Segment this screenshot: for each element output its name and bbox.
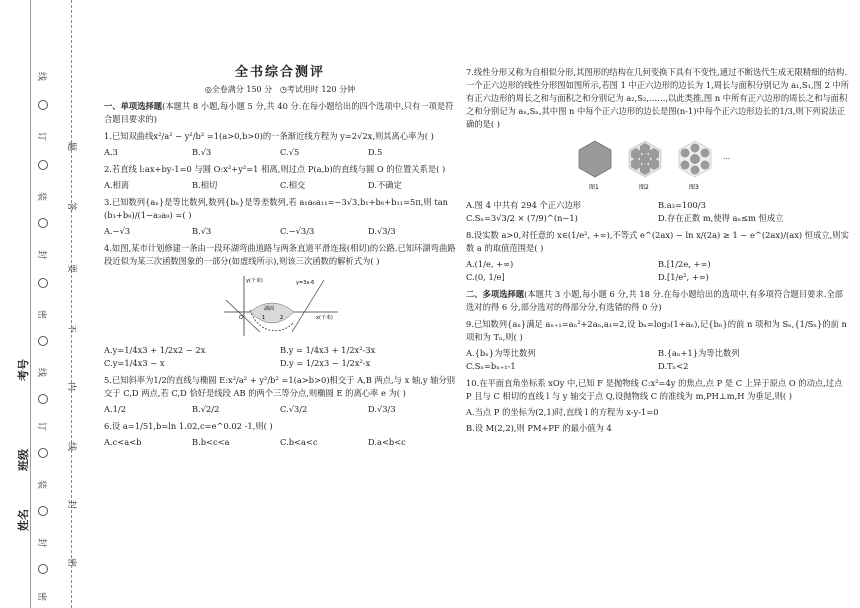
binding-char: 线 — [36, 367, 47, 378]
option: A.c<a<b — [104, 437, 142, 447]
score-icon: ◎ — [204, 85, 212, 94]
notice-char: 要 — [66, 263, 77, 274]
question-stem: 2.若直线 l:ax+by-1=0 与圆 O:x²+y²=1 相离,则过点 P(a,b)的直线与圆 O 的位置关系是( ) — [104, 164, 446, 174]
option: A.图 4 中共有 294 个正六边形 — [466, 200, 581, 210]
option: B.{aₙ+1}为等比数列 — [658, 348, 740, 358]
option: A.当点 P 的坐标为(2,1)时,直线 l 的方程为 x-y-1=0 — [466, 407, 659, 417]
left-page — [104, 0, 456, 449]
binding-hole-icon — [38, 278, 48, 288]
binding-char: 线 — [36, 71, 47, 82]
binding-dashed-line — [71, 0, 73, 608]
notice-char: 线 — [66, 441, 77, 452]
option: B.相切 — [192, 180, 218, 190]
road-lake-figure — [220, 274, 340, 338]
section-desc: (本题共 3 小题,每小题 6 分,共 18 分.在每小题给出的选项中,有多项符合题目要求.全部选对的得 6 分,部分选对的得部分分,有选错的得 0 分) — [466, 289, 843, 312]
question-stem: 9.已知数列{aₙ}满足 aₙ₊₁=aₙ²+2aₙ,a₁=2,设 bₙ=log₃(1+aₙ),记{bₙ}的前 n 项和为 Sₙ,{1/Sₙ}的前 n 项和为 Tₙ,则( ) — [466, 319, 847, 342]
option: B.y = 1/4x3 + 1/2x²-3x — [280, 345, 376, 355]
notice-char: 不 — [66, 323, 77, 334]
notice-char: 内 — [66, 381, 77, 392]
option: D.不确定 — [368, 180, 402, 190]
field-exam-number: 考号 — [17, 359, 30, 381]
option-row — [104, 146, 456, 159]
lake-label: 湖面 — [264, 306, 275, 312]
binding-hole-icon — [38, 448, 48, 458]
total-score: 全卷满分 150 分 — [211, 85, 273, 94]
binding-gutter — [0, 0, 88, 608]
option: D.[1/e², +∞) — [658, 272, 709, 282]
question-stem: 6.设 a=1/51,b=ln 1.02,c=e^0.02 -1,则( ) — [104, 421, 273, 431]
option: D.5 — [368, 147, 383, 157]
page-title: 全书综合测评 — [234, 65, 325, 80]
road-lake-graph — [220, 274, 340, 338]
clock-icon: ◷ — [279, 85, 287, 94]
option: A.{bₙ}为等比数列 — [466, 348, 536, 358]
option: C.(0, 1/e] — [466, 272, 505, 282]
option: C.√5 — [280, 147, 300, 157]
option: A.3 — [104, 147, 118, 157]
exam-meta — [104, 83, 456, 96]
section-title: 二、多项选择题 — [466, 289, 525, 299]
option: C.相交 — [280, 180, 306, 190]
question-stem: 4.如图,某市计划修建一条由一段环湖弯曲道路与两条直道平滑连接(相切)的公路.已知环湖弯曲路段近似为某三次函数图象的一部分(如虚线所示),则该三次函数的解析式为( ) — [104, 243, 456, 266]
question-stem: 3.已知数列{aₙ}是等比数列,数列{bₙ}是等差数列,若 a₁a₆a₁₁=−3√3,b₁+b₆+b₁₁=5π,则 tan (b₃+b₉)/(1−a₃a₉) =( ) — [104, 197, 448, 220]
option-row — [104, 225, 456, 238]
binding-char: 装 — [36, 191, 47, 202]
option: B.√2/2 — [192, 404, 220, 414]
option-row — [104, 403, 456, 416]
x-axis-label: x(千米) — [316, 315, 333, 321]
field-class: 班级 — [17, 449, 30, 471]
question — [104, 163, 456, 192]
option-row — [466, 258, 850, 284]
question-stem: 8.设实数 a>0,对任意的 x∈(1/e², +∞),不等式 e^(2ax) − ln x/(2a) ≥ 1 − e^(2ax)/(ax) 恒成立,则实数 a 的取值范围是( ) — [466, 230, 849, 253]
option: A.−√3 — [104, 226, 131, 236]
binding-char: 订 — [36, 131, 47, 142]
option: A.y=1/4x3 + 1/2x2 − 2x — [104, 345, 206, 355]
figure-caption: 图1 — [589, 184, 599, 191]
option: A.(1/e, +∞) — [466, 259, 514, 269]
section-heading — [466, 288, 850, 314]
binding-char: 封 — [36, 537, 47, 548]
question — [466, 229, 850, 284]
hexagon-fig1 — [579, 141, 611, 177]
tick-label: 1 — [262, 315, 266, 321]
option: B.[1/2e, +∞) — [658, 259, 711, 269]
binding-char: 封 — [36, 249, 47, 260]
section-desc: (本题共 8 小题,每小题 5 分,共 40 分.在每小题给出的四个选项中,只有一项是符合题目要求的) — [104, 101, 454, 124]
option: B.设 M(2,2),则 PM+PF 的最小值为 4 — [466, 423, 612, 433]
option: B.b<c<a — [192, 437, 230, 447]
question-stem: 10.在平面直角坐标系 xOy 中,已知 F 是抛物线 C:x²=4y 的焦点,点 P 是 C 上异于原点 O 的动点,过点 P 且与 C 相切的直线 l 与 y 轴交于点 Q,设抛物线 C 的准线为 m,PH⊥m,H 为垂足,则( ) — [466, 378, 843, 401]
question-stem: 5.已知斜率为1/2的直线与椭圆 E:x²/a² + y²/b² =1(a>b>0)相交于 A,B 两点,与 x 轴,y 轴分别交于 C,D 两点,若 C,D 恰好是线段 AB 的两个三等分点,则椭圆 E 的离心率 e 为( ) — [104, 375, 456, 398]
option: A.相离 — [104, 180, 130, 190]
binding-hole-icon — [38, 218, 48, 228]
question — [104, 130, 456, 159]
fractal-hexagons — [573, 137, 743, 193]
option: B.√3 — [192, 147, 212, 157]
notice-char: 答 — [66, 201, 77, 212]
option: B.√3 — [192, 226, 212, 236]
option: B.a₃=100/3 — [658, 200, 706, 210]
binding-char: 订 — [36, 421, 47, 432]
option-row — [104, 344, 456, 370]
y-axis-label: y(千米) — [246, 278, 263, 284]
question — [104, 374, 456, 416]
option: A.1/2 — [104, 404, 126, 414]
binding-char: 密 — [36, 591, 47, 602]
option: D.√3/3 — [368, 226, 396, 236]
section-heading — [104, 100, 456, 126]
binding-hole-icon — [38, 394, 48, 404]
right-page — [466, 66, 850, 435]
question — [104, 196, 456, 238]
option: D.a<b<c — [368, 437, 406, 447]
ellipsis: … — [723, 153, 730, 161]
option-row — [466, 199, 850, 225]
option-row — [104, 179, 456, 192]
notice-char: 题 — [66, 141, 77, 152]
option: C.−√3/3 — [280, 226, 315, 236]
binding-hole-icon — [38, 100, 48, 110]
question — [466, 377, 850, 435]
line-label: y=3x-6 — [296, 280, 315, 286]
option: D.Tₙ<2 — [658, 361, 689, 371]
option: C.√3/2 — [280, 404, 308, 414]
hexagon-fig2 — [629, 141, 661, 177]
binding-hole-icon — [38, 564, 48, 574]
option: C.Sₙ=bₙ₊₁-1 — [466, 361, 516, 371]
notice-char: 密 — [66, 557, 77, 568]
option: C.b<a<c — [280, 437, 318, 447]
binding-hole-icon — [38, 160, 48, 170]
question-stem: 1.已知双曲线x²/a² − y²/b² =1(a>0,b>0)的一条渐近线方程为 y=2√2x,则其离心率为( ) — [104, 131, 434, 141]
figure-caption: 图2 — [639, 184, 649, 191]
exam-time: 考试用时 120 分钟 — [286, 85, 356, 94]
hexagon-fig3 — [679, 141, 711, 177]
road-right — [292, 280, 324, 332]
origin-label: O — [239, 315, 243, 321]
section-title: 一、单项选择题 — [104, 101, 163, 111]
option-row — [466, 347, 850, 373]
option: C.Sₙ=3√3/2 × (7/9)^(n−1) — [466, 213, 578, 223]
option-row — [104, 436, 456, 449]
question — [104, 420, 456, 449]
figure-caption: 图3 — [689, 184, 699, 191]
option: C.y=1/4x3 − x — [104, 358, 165, 368]
binding-char: 密 — [36, 309, 47, 320]
question-stem: 7.线性分形又称为自相似分形,其图形的结构在几何变换下具有不变性,通过不断迭代生成无限精细的结构.一个正六边形的线性分形图如图所示,若图 1 中正六边形的边长为 1,周长与面积分别记为 a₁,S₁,图 2 中所有正六边形的周长之和与面积之和分别记为 a₂,S₂,……,以此类推,图 n 中所有正六边形的周长之和与面积之和分别记为 aₙ,Sₙ,其中图 n 中每个正六边形的边长是图(n-1)中每个正六边形边长的1/3,则下列说法正确的是( ) — [466, 67, 850, 129]
fractal-figure — [573, 137, 743, 193]
question — [466, 66, 850, 225]
option: D.√3/3 — [368, 404, 396, 414]
notice-char: 封 — [66, 499, 77, 510]
option: D.存在正数 m,使得 aₙ≤m 恒成立 — [658, 213, 784, 223]
binding-hole-icon — [38, 336, 48, 346]
option: D.y = 1/2x3 − 1/2x²-x — [280, 358, 371, 368]
field-name: 姓名 — [17, 509, 30, 531]
binding-char: 装 — [36, 479, 47, 490]
binding-hole-icon — [38, 506, 48, 516]
tick-label: 2 — [280, 315, 284, 321]
question — [104, 242, 456, 370]
question — [466, 318, 850, 373]
